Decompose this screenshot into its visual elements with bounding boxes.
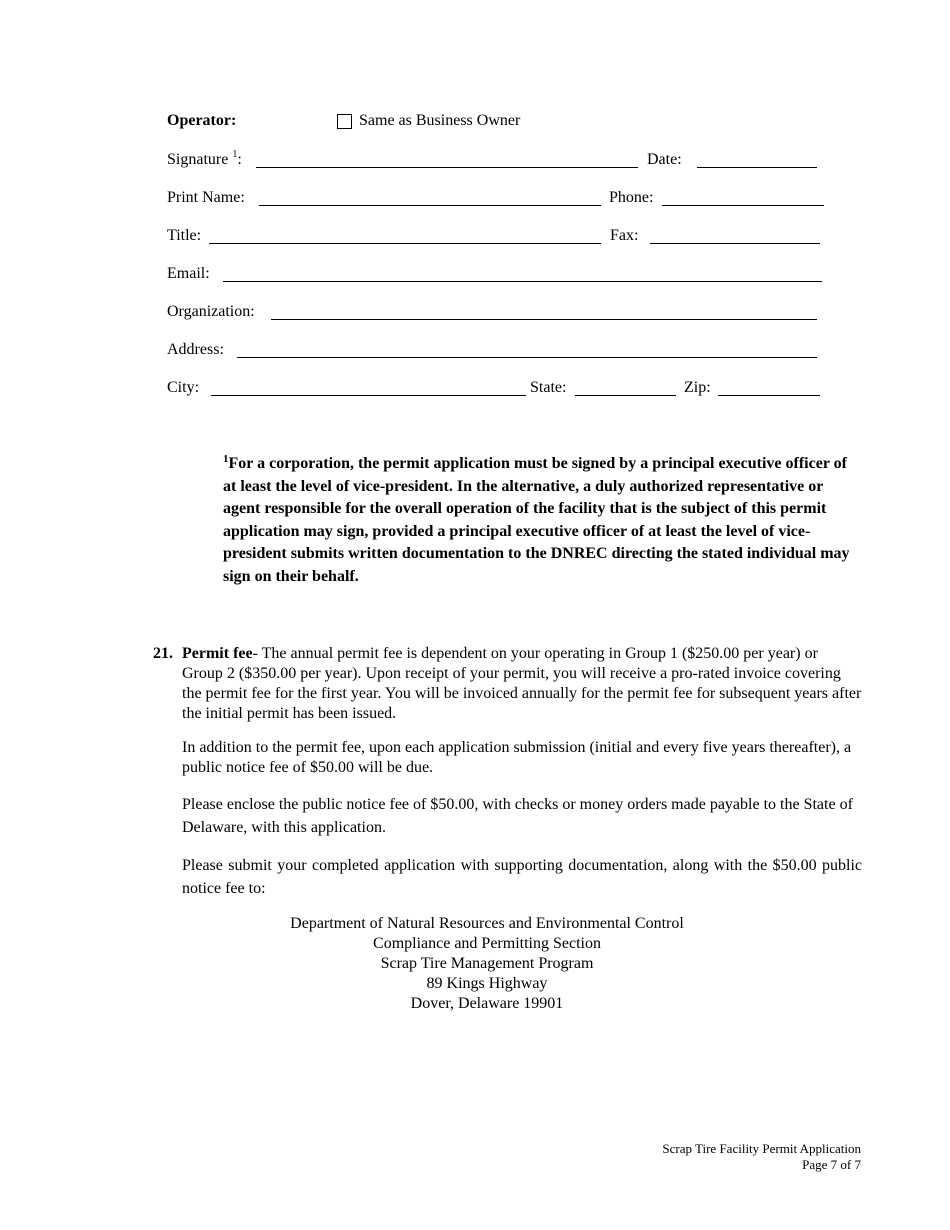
page-footer bbox=[662, 1141, 861, 1173]
address-line: Department of Natural Resources and Environmental Control bbox=[290, 915, 684, 932]
page-number: Page 7 of 7 bbox=[802, 1157, 861, 1172]
address-line: Dover, Delaware 19901 bbox=[410, 995, 564, 1012]
organization-field[interactable] bbox=[271, 319, 817, 320]
mailing-address bbox=[187, 914, 787, 1014]
footnote-text: For a corporation, the permit application must be signed by a principal executive officer of at least the level of vice-president. In the alternative, a duly authorized representative or agent responsible for the overall operation of the facility that is the subject of this permit application may sign, provided a principal executive officer of at least the level of vice-president submits written documentation to the DNREC directing the stated individual may sign on their behalf. bbox=[223, 455, 850, 585]
zip-field[interactable] bbox=[718, 395, 820, 396]
phone-label: Phone: bbox=[609, 189, 654, 206]
title-label: Title: bbox=[167, 227, 202, 244]
address-label: Address: bbox=[167, 341, 224, 358]
email-field[interactable] bbox=[223, 281, 822, 282]
same-as-owner-label: Same as Business Owner bbox=[359, 112, 521, 129]
footer-title: Scrap Tire Facility Permit Application bbox=[662, 1141, 861, 1156]
fax-label: Fax: bbox=[610, 227, 639, 244]
section-number: 21. bbox=[153, 645, 173, 662]
date-label: Date: bbox=[647, 151, 682, 168]
enclose-fee-paragraph: Please enclose the public notice fee of $50.00, with checks or money orders made payable to the State of Delaware, with this application. bbox=[182, 796, 853, 836]
city-label: City: bbox=[167, 379, 200, 396]
address-line: Scrap Tire Management Program bbox=[380, 955, 594, 972]
operator-label: Operator: bbox=[167, 112, 237, 129]
footnote-mark: 1 bbox=[223, 453, 229, 465]
zip-label: Zip: bbox=[684, 379, 711, 396]
print-name-field[interactable] bbox=[259, 205, 601, 206]
title-field[interactable] bbox=[209, 243, 601, 244]
signature-field[interactable] bbox=[256, 167, 638, 168]
section-intro-text: - The annual permit fee is dependent on your operating in Group 1 ($250.00 per year) or Group 2 ($350.00 per year). Upon receipt of your permit, you will receive a pro-rated invoice covering the permit fee for the first year. You will be invoiced annually for the permit fee for subsequent years after the initial permit has been issued. bbox=[182, 645, 862, 722]
section-intro-paragraph bbox=[182, 644, 862, 724]
phone-field[interactable] bbox=[662, 205, 824, 206]
address-line: 89 Kings Highway bbox=[426, 975, 548, 992]
signature-footnote bbox=[223, 453, 863, 588]
submit-instructions-paragraph: Please submit your completed application with supporting documentation, along with the $50.00 public notice fee to: bbox=[182, 857, 862, 897]
city-field[interactable] bbox=[211, 395, 526, 396]
section-heading: Permit fee bbox=[182, 645, 253, 662]
email-label: Email: bbox=[167, 265, 210, 282]
date-field[interactable] bbox=[697, 167, 817, 168]
same-as-owner-checkbox[interactable] bbox=[337, 114, 352, 129]
organization-label: Organization: bbox=[167, 303, 255, 320]
address-line: Compliance and Permitting Section bbox=[373, 935, 601, 952]
fax-field[interactable] bbox=[650, 243, 820, 244]
public-notice-paragraph: In addition to the permit fee, upon each application submission (initial and every five years thereafter), a public notice fee of $50.00 will be due. bbox=[182, 739, 852, 776]
state-field[interactable] bbox=[575, 395, 676, 396]
state-label: State: bbox=[530, 379, 567, 396]
print-name-label: Print Name: bbox=[167, 189, 245, 206]
signature-label: Signature $^1$: bbox=[167, 149, 242, 168]
address-field[interactable] bbox=[237, 357, 817, 358]
